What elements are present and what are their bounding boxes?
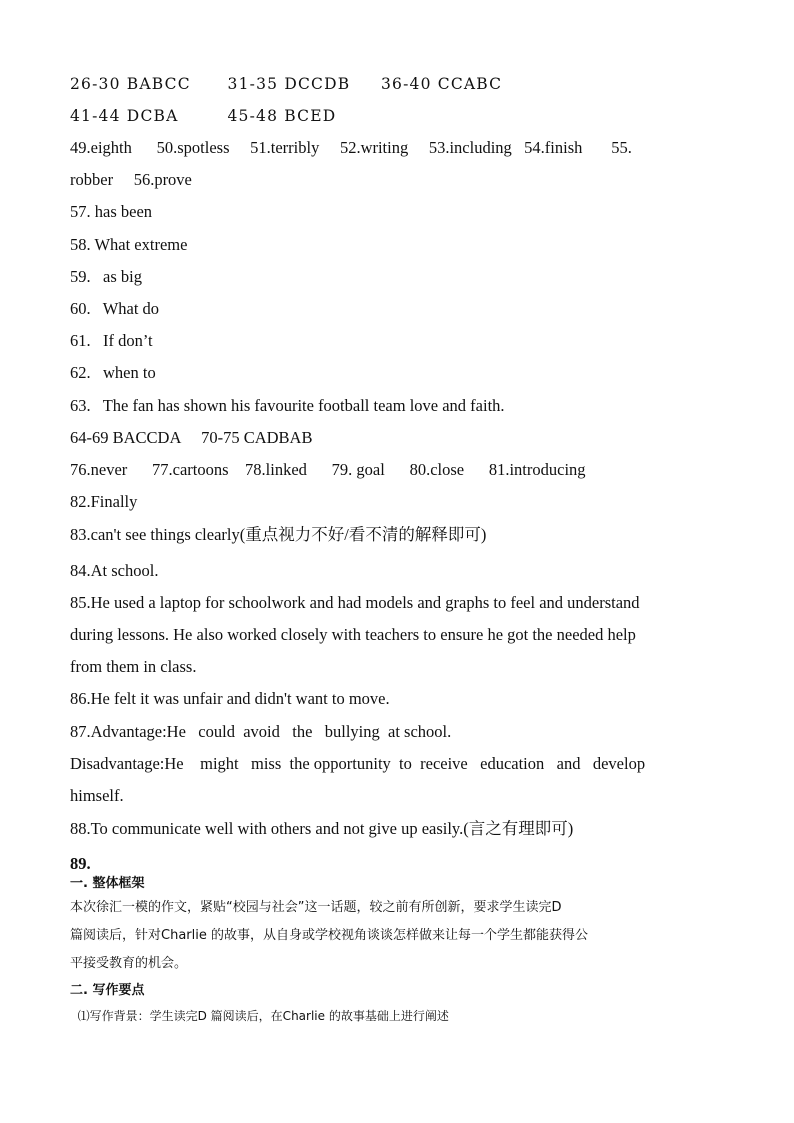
answer-87-advantage: 87.Advantage:He could avoid the bullying at school. <box>70 722 452 741</box>
answers-41-48: 41-44 DCBA 45-48 BCED <box>70 107 337 125</box>
writing-paragraph-line-3: 平接受教育的机会。 <box>70 956 188 971</box>
answer-57: 57. has been <box>70 202 153 221</box>
writing-point-1: ⑴写作背景：学生读完D 篇阅读后，在Charlie 的故事基础上进行阐述 <box>70 1009 449 1023</box>
answer-86: 86.He felt it was unfair and didn't want to move. <box>70 689 390 708</box>
answer-82: 82.Finally <box>70 492 138 511</box>
answer-88: 88.To communicate well with others and not give up easily.(言之有理即可) <box>70 819 574 838</box>
writing-heading-framework: 一. 整体框架 <box>70 876 145 891</box>
answers-76-81: 76.never 77.cartoons 78.linked 79. goal 80.close 81.introducing <box>70 460 586 479</box>
answer-59: 59. as big <box>70 267 142 286</box>
answer-84: 84.At school. <box>70 561 159 580</box>
writing-paragraph-line-2: 篇阅读后，针对Charlie 的故事，从自身或学校视角谈谈怎样做来让每一个学生都能获得公 <box>70 928 588 943</box>
answer-87-disadvantage: Disadvantage:He might miss the opportunity to receive education and develop <box>70 754 646 773</box>
answers-26-40: 26-30 BABCC 31-35 DCCDB 36-40 CCABC <box>70 75 503 93</box>
answers-64-75: 64-69 BACCDA 70-75 CADBAB <box>70 428 313 447</box>
answers-49-55: 49.eighth 50.spotless 51.terribly 52.writing 53.including 54.finish 55. <box>70 138 632 157</box>
answer-83: 83.can't see things clearly(重点视力不好/看不清的解释即可) <box>70 525 487 544</box>
answer-63: 63. The fan has shown his favourite football team love and faith. <box>70 396 505 415</box>
answer-89-label: 89. <box>70 854 91 873</box>
answer-87-line-3: himself. <box>70 786 124 805</box>
answer-62: 62. when to <box>70 363 156 382</box>
answer-60: 60. What do <box>70 299 160 318</box>
answers-55-56: robber 56.prove <box>70 170 192 189</box>
answer-85-line-3: from them in class. <box>70 657 197 676</box>
answer-58: 58. What extreme <box>70 235 188 254</box>
writing-paragraph-line-1: 本次徐汇一模的作文，紧贴“校园与社会”这一话题，较之前有所创新，要求学生读完D <box>70 900 562 915</box>
answer-85-line-2: during lessons. He also worked closely with teachers to ensure he got the needed help <box>70 625 636 644</box>
answer-85-line-1: 85.He used a laptop for schoolwork and had models and graphs to feel and understand <box>70 593 640 612</box>
writing-heading-points: 二. 写作要点 <box>70 983 145 998</box>
answer-61: 61. If don’t <box>70 331 153 350</box>
